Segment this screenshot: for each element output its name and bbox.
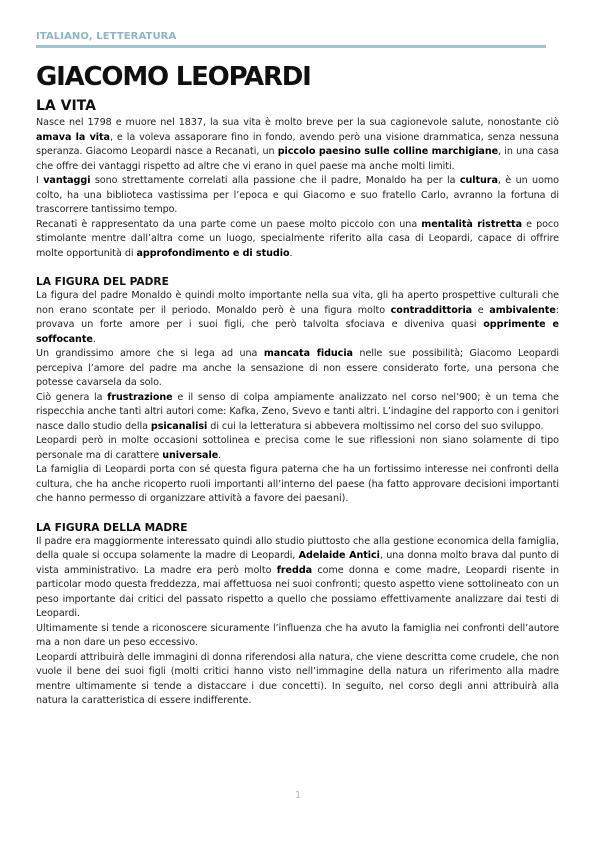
- paragraph: Recanati è rappresentato da una parte come un paese molto piccolo con una mentalità ristretta e poco stimolante mentre dall’altra come un luogo, specialmente riferito alla casa di Leopardi, capace di offrire molte opportunità di approfondimento e di studio.: [36, 218, 559, 259]
- paragraph: La figura del padre Monaldo è quindi molto importante nella sua vita, gli ha aperto prospettive culturali che non erano scontate per il periodo. Monaldo però è una figura molto contraddittoria e ambivalente: provava un forte amore per i suoi figli, che però talvolta sfociava e diveniva quasi opprimente e soffocante.: [36, 290, 559, 345]
- paragraph: Nasce nel 1798 e muore nel 1837, la sua vita è molto breve per la sua cagionevole salute, nonostante ciò amava la vita, e la voleva assaporare fino in fondo, avendo però una visione drammatica, senza nessuna speranza. Giacomo Leopardi nasce a Recanati, un piccolo paesino sulle colline marchigiane, in una casa che offre dei vantaggi rispetto ad altre che vi erano in quel paese ma anche molti limiti.: [36, 117, 560, 172]
- page-number: 1: [294, 790, 302, 801]
- paragraph: Il padre era maggiormente interessato quindi allo studio piuttosto che alla gestione economica della famiglia, della quale si occupa solamente la madre di Leopardi, Adelaide Antici, una donna molto brava dal punto di vista amministrativo. La madre era però molto fredda come donna e come madre, Leopardi risente in particolar modo questa freddezza, mai affettuosa nei suoi confronti; questo aspetto viene sottolineato con un peso importante dai critici del passato rispetto a quello che possiamo effettivamente analizzare dai testi di Leopardi.: [36, 535, 559, 619]
- paragraph: Leopardi però in molte occasioni sottolinea e precisa come le sue riflessioni non siano solamente di tipo personale ma di carattere universale.: [36, 435, 559, 461]
- section-heading-padre: LA FIGURA DEL PADRE: [36, 276, 169, 288]
- paragraph: Un grandissimo amore che si lega ad una mancata fiducia nelle sue possibilità; Giacomo Leopardi percepiva l’amore del padre ma anche la sensazione di non essere considerato forte, una persona che potesse cavarsela da solo.: [36, 348, 559, 388]
- header-divider: [36, 45, 546, 48]
- section-heading-madre: LA FIGURA DELLA MADRE: [36, 521, 188, 534]
- paragraph: Ultimamente si tende a riconoscere sicuramente l’influenza che ha avuto la famiglia nei confronti dell’autore ma a non dare un peso eccessivo.: [36, 622, 559, 648]
- document-body: [36, 98, 559, 709]
- paragraph: Ciò genera la frustrazione e il senso di colpa ampiamente analizzato nel corso nel’900; è un tema che rispecchia anche tanti altri autori come: Kafka, Zeno, Svevo e tanti altri. L’indagine del rapporto con i genitori nasce dallo studio della psicanalisi di cui la letteratura si abbevera moltissimo nel corso del suo sviluppo.: [36, 391, 559, 432]
- paragraph: I vantaggi sono strettamente correlati alla passione che il padre, Monaldo ha per la cultura, è un uomo colto, ha una biblioteca vastissima per l’epoca e qui Giacomo e suo fratello Carlo, avranno la fortuna di trascorrere tantissimo tempo.: [36, 175, 559, 215]
- paragraph: Leopardi attribuirà delle immagini di donna riferendosi alla natura, che viene descritta come crudele, che non vuole il bene dei suoi figli (molti critici hanno visto nell’immagine della natura un riferimento alla madre mentre ultimamente si tende a distaccare i due concetti). In seguito, nel corso degli anni attribuirà alla natura la caratteristica di essere indifferente.: [36, 651, 559, 706]
- paragraph: La famiglia di Leopardi porta con sé questa figura paterna che ha un fortissimo interesse nei confronti della cultura, che ha anche ricoperto ruoli importanti all’interno del paese (ha fatto approvare decisioni importanti che hanno permesso di organizzare attività a favore dei paesani).: [36, 464, 559, 504]
- subject-header: ITALIANO, LETTERATURA: [36, 31, 177, 42]
- page-title: GIACOMO LEOPARDI: [36, 62, 311, 92]
- section-heading-vita: LA VITA: [36, 98, 96, 114]
